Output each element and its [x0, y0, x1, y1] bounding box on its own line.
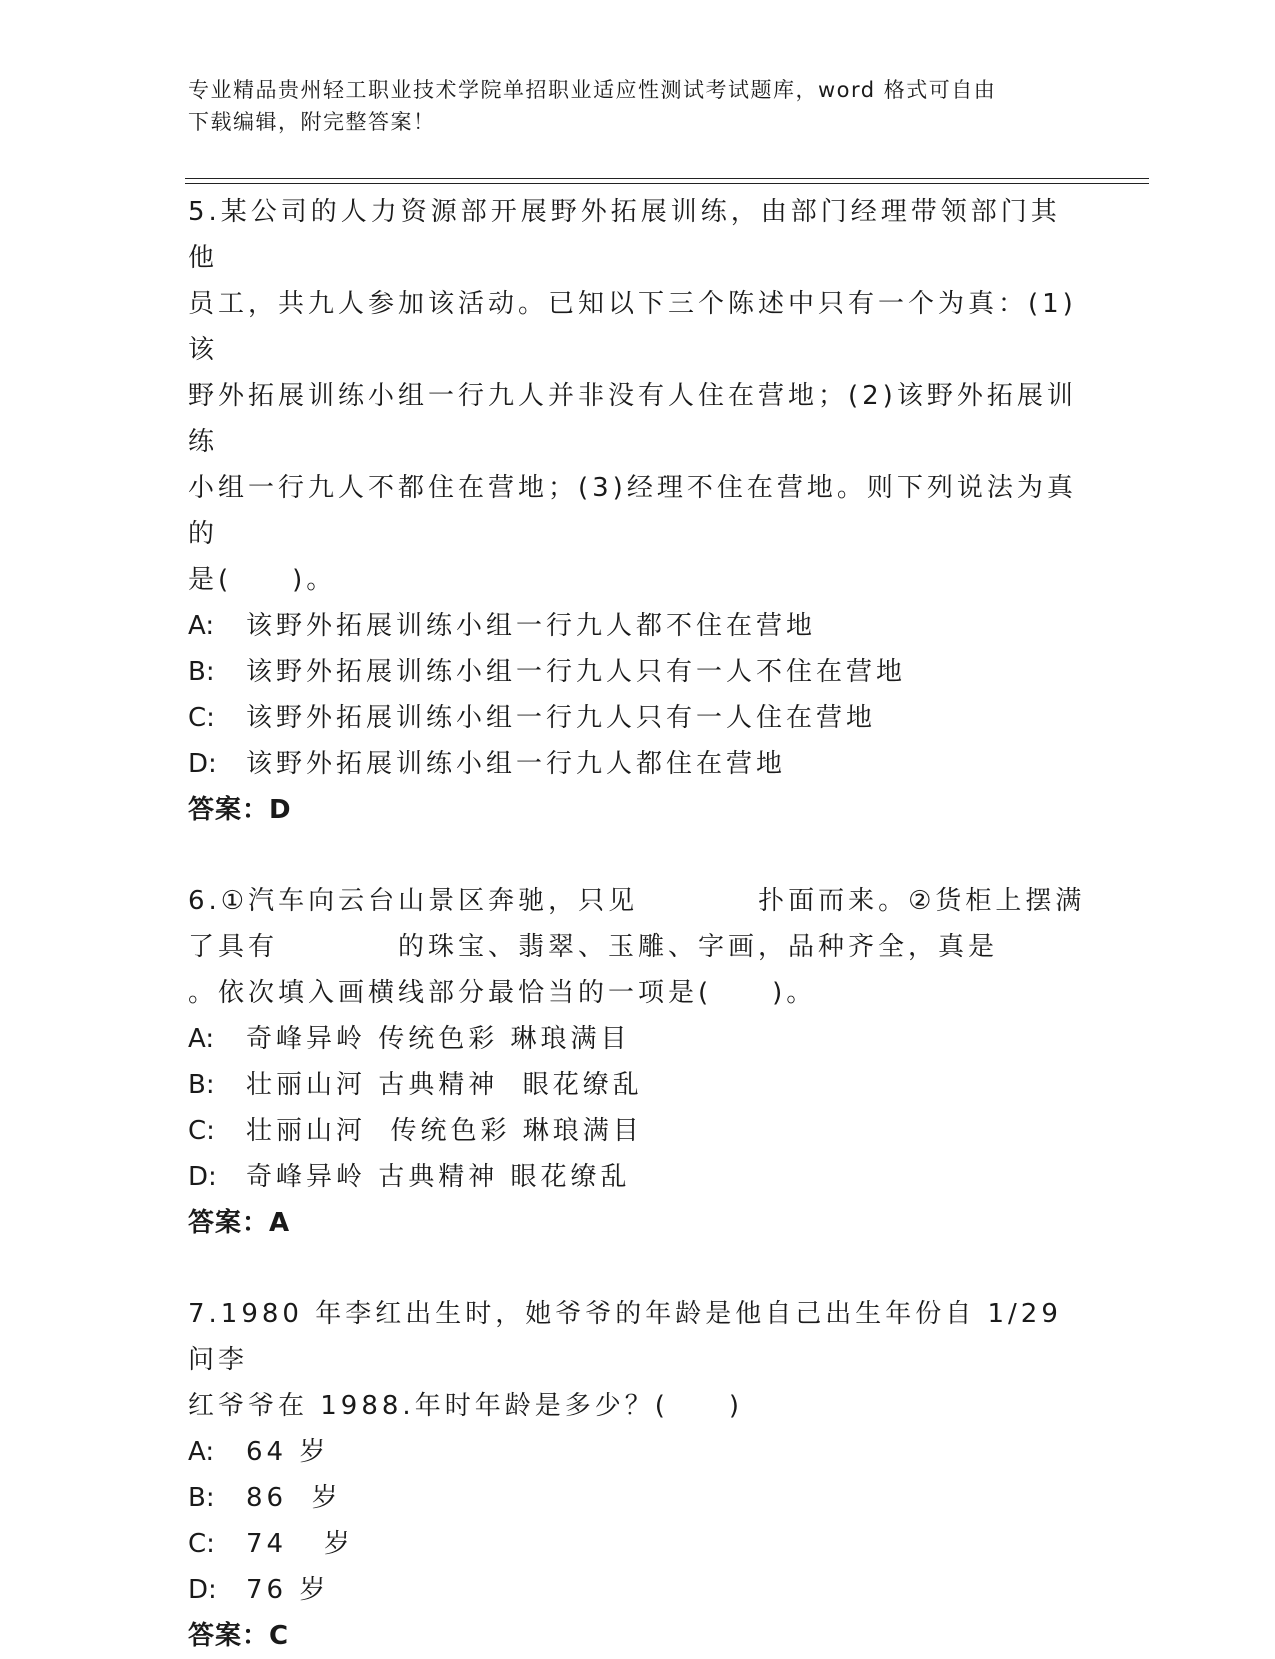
option-b	[188, 649, 1088, 695]
option-text: 奇峰异岭 传统色彩 琳琅满目	[246, 1024, 631, 1054]
option-letter: A:	[188, 611, 215, 641]
stem-line: 野外拓展训练小组一行九人并非没有人住在营地；(2)该野外拓展训练	[188, 381, 1077, 457]
option-letter: B:	[188, 1483, 215, 1513]
option-text: 86 岁	[246, 1483, 342, 1513]
stem-line: 5.某公司的人力资源部开展野外拓展训练，由部门经理带领部门其他	[188, 197, 1061, 273]
option-text: 该野外拓展训练小组一行九人只有一人不住在营地	[246, 657, 907, 687]
option-text: 该野外拓展训练小组一行九人都不住在营地	[246, 611, 817, 641]
stem-line: 了具有 的珠宝、翡翠、玉雕、字画，品种齐全，真是	[188, 932, 999, 962]
option-d	[188, 1567, 1088, 1613]
question-7	[188, 1291, 1088, 1659]
question-stem	[188, 878, 1088, 1016]
header-line-1: 专业精品贵州轻工职业技术学院单招职业适应性测试考试题库，word 格式可自由	[188, 78, 997, 102]
header-rule-bottom	[185, 183, 1149, 184]
header-rule-top	[185, 178, 1149, 179]
option-d	[188, 1154, 1088, 1200]
stem-line: 小组一行九人不都住在营地；(3)经理不住在营地。则下列说法为真的	[188, 473, 1077, 549]
option-text: 该野外拓展训练小组一行九人只有一人住在营地	[246, 703, 877, 733]
option-letter: B:	[188, 1070, 215, 1100]
question-stem	[188, 1291, 1088, 1429]
answer: 答案：C	[188, 1621, 290, 1651]
option-text: 该野外拓展训练小组一行九人都住在营地	[246, 749, 787, 779]
option-text: 64 岁	[246, 1437, 330, 1467]
option-letter: D:	[188, 1162, 217, 1192]
option-text: 74 岁	[246, 1529, 354, 1559]
option-letter: C:	[188, 703, 215, 733]
option-c	[188, 1521, 1088, 1567]
option-letter: D:	[188, 1575, 217, 1605]
answer: 答案：D	[188, 795, 292, 825]
option-a	[188, 1016, 1088, 1062]
question-list	[188, 189, 1088, 1659]
option-letter: D:	[188, 749, 217, 779]
option-letter: A:	[188, 1024, 215, 1054]
option-c	[188, 695, 1088, 741]
header-line-2: 下载编辑，附完整答案！	[188, 110, 436, 134]
option-letter: C:	[188, 1529, 215, 1559]
stem-line: 员工，共九人参加该活动。已知以下三个陈述中只有一个为真：(1)该	[188, 289, 1077, 365]
option-c	[188, 1108, 1088, 1154]
option-letter: A:	[188, 1437, 215, 1467]
option-text: 壮丽山河 古典精神 眼花缭乱	[246, 1070, 643, 1100]
option-letter: B:	[188, 657, 215, 687]
option-text: 76 岁	[246, 1575, 330, 1605]
option-a	[188, 1429, 1088, 1475]
option-text: 壮丽山河 传统色彩 琳琅满目	[246, 1116, 643, 1146]
option-a	[188, 603, 1088, 649]
option-letter: C:	[188, 1116, 215, 1146]
option-d	[188, 741, 1088, 787]
option-b	[188, 1062, 1088, 1108]
stem-line: 是( )。	[188, 565, 337, 595]
stem-line: 6.①汽车向云台山景区奔驰，只见 扑面而来。②货柜上摆满	[188, 886, 1086, 916]
stem-line: 红爷爷在 1988.年时年龄是多少？( )	[188, 1391, 743, 1421]
question-6	[188, 878, 1088, 1246]
document-header	[188, 74, 1068, 138]
option-b	[188, 1475, 1088, 1521]
stem-line: 7.1980 年李红出生时，她爷爷的年龄是他自己出生年份自 1/29 问李	[188, 1299, 1062, 1375]
question-stem	[188, 189, 1088, 603]
option-text: 奇峰异岭 古典精神 眼花缭乱	[246, 1162, 631, 1192]
answer: 答案：A	[188, 1208, 291, 1238]
question-5	[188, 189, 1088, 833]
stem-line: 。依次填入画横线部分最恰当的一项是( )。	[188, 978, 817, 1008]
